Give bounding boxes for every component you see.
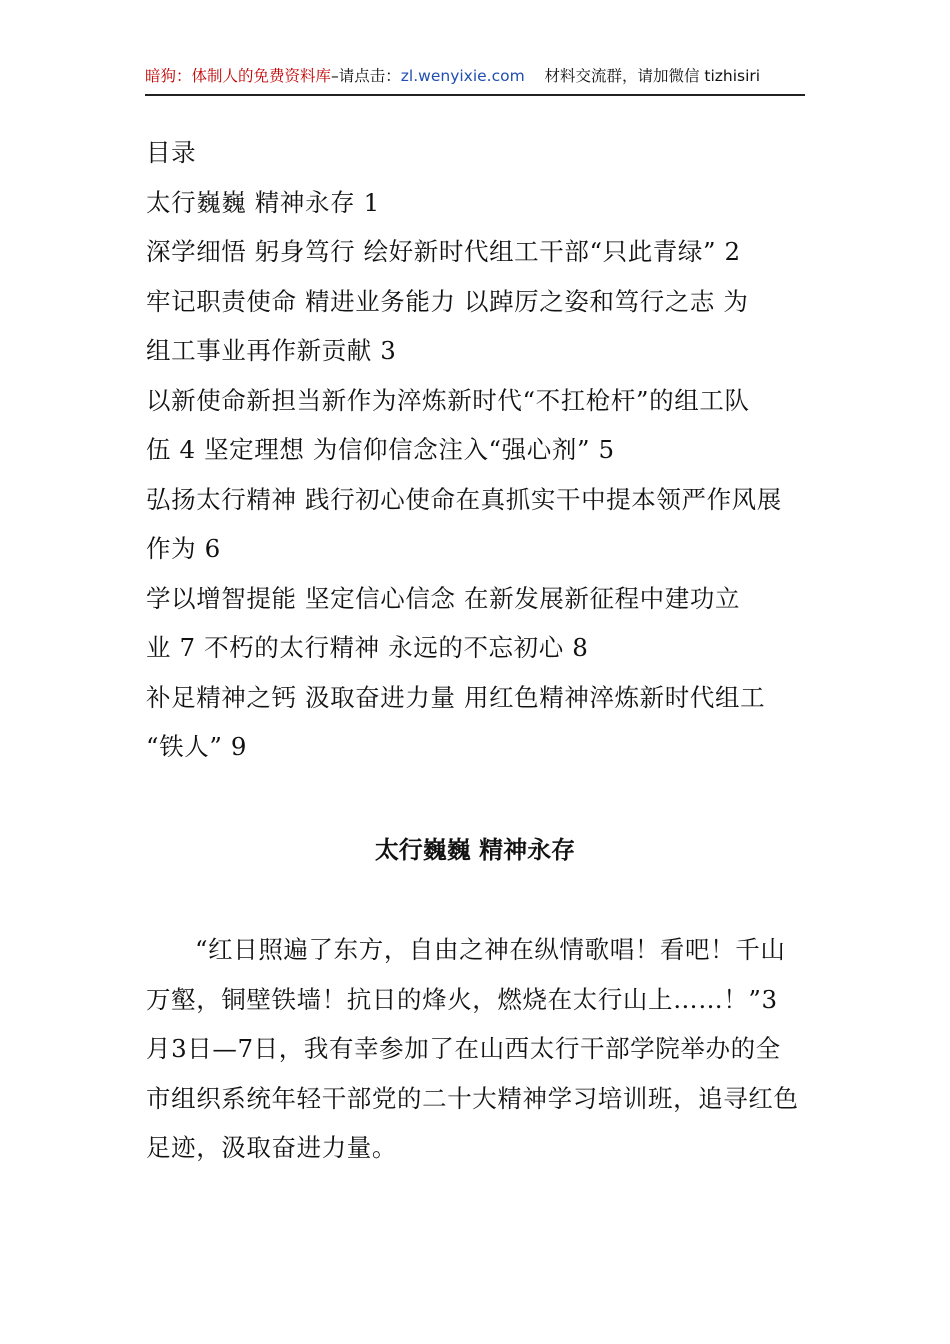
toc-heading: 目录 [146,138,197,167]
toc-line: 学以增智提能 坚定信心信念 在新发展新征程中建功立 [146,583,741,613]
toc-line: 弘扬太行精神 践行初心使命在真抓实干中提本领严作风展 [146,484,782,514]
toc-line: 业 7 不朽的太行精神 永远的不忘初心 8 [146,633,589,662]
toc-line: 太行巍巍 精神永存 1 [146,187,380,217]
page-header [145,64,805,96]
article-title: 太行巍巍 精神永存 [374,836,576,864]
article-paragraph: “红日照遍了东方，自由之神在纵情歌唱！看吧！千山万壑，铜壁铁墙！抗日的烽火，燃烧在太行山上……！”3月3日—7日，我有幸参加了在山西太行干部学院举办的全市组织系统年轻干部党的二十大精神学习培训班，追寻红色足迹，汲取奋进力量。 [146,935,799,1162]
header-brand: 暗狗：体制人的免费资料库 [145,67,332,85]
toc-line: “铁人” 9 [146,732,248,761]
toc-line: 组工事业再作新贡献 3 [146,336,397,365]
header-contact: 材料交流群，请加微信 tizhisiri [544,67,761,85]
toc-line: 以新使命新担当新作为淬炼新时代“不扛枪杆”的组工队 [146,385,750,415]
toc-line: 伍 4 坚定理想 为信仰信念注入“强心剂” 5 [146,435,615,464]
toc-line: 牢记职责使命 精进业务能力 以踔厉之姿和笃行之志 为 [146,286,749,316]
toc-line: 深学细悟 躬身笃行 绘好新时代组工干部“只此青绿” 2 [146,237,741,266]
toc-line: 补足精神之钙 汲取奋进力量 用红色精神淬炼新时代组工 [146,682,766,712]
table-of-contents [146,128,806,772]
header-prompt: –请点击： [331,67,401,85]
toc-line: 作为 6 [146,534,221,563]
header-url-link[interactable]: zl.wenyixie.com [400,67,525,85]
